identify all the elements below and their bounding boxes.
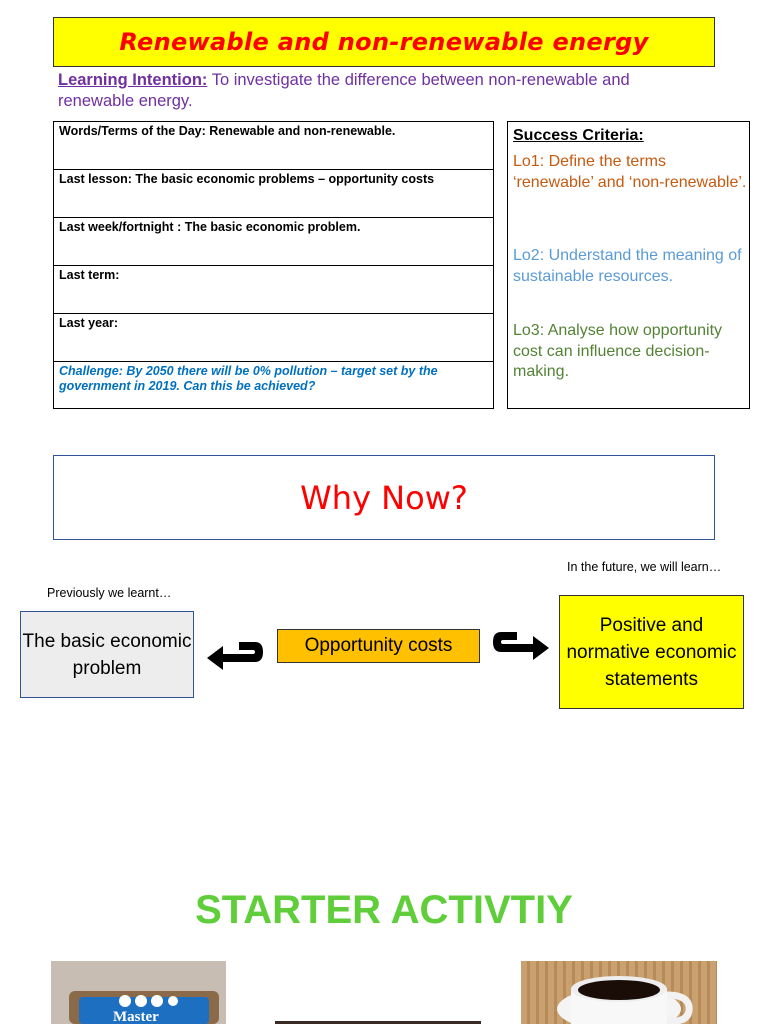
learning-intention-label: Learning Intention: xyxy=(58,71,208,89)
learning-objective-1: Lo1: Define the terms ‘renewable’ and ‘non-renewable’. xyxy=(513,153,747,191)
bread-photo xyxy=(51,961,226,1024)
bread-bag-graphic xyxy=(51,961,226,1024)
success-criteria-heading: Success Criteria: xyxy=(513,127,644,144)
why-now-box xyxy=(53,455,715,540)
starter-heading: STARTER ACTIVTIY xyxy=(195,888,573,932)
previous-topic: The basic economic problem xyxy=(22,630,192,679)
current-topic: Opportunity costs xyxy=(304,635,453,656)
recap-table xyxy=(53,121,494,409)
recap-row-last-term: Last term: xyxy=(54,266,493,314)
why-now-heading: Why Now? xyxy=(300,478,468,517)
recap-row-words: Words/Terms of the Day: Renewable and non-renewable. xyxy=(54,122,493,170)
future-label: In the future, we will learn… xyxy=(567,560,722,574)
previously-label: Previously we learnt… xyxy=(47,586,172,600)
recap-row-last-year: Last year: xyxy=(54,314,493,362)
recap-row-challenge: Challenge: By 2050 there will be 0% pollution – target set by the government in 2019. Can this be achieved? xyxy=(59,364,438,393)
learning-objective-3: Lo3: Analyse how opportunity cost can influence decision-making. xyxy=(513,322,723,380)
previous-topic-box xyxy=(20,611,194,698)
learning-intention xyxy=(58,70,698,112)
coffee-photo xyxy=(521,961,717,1024)
page-title: Renewable and non-renewable energy xyxy=(119,28,649,56)
learning-objective-2: Lo2: Understand the meaning of sustainable resources. xyxy=(513,247,742,285)
recap-row-last-lesson: Last lesson: The basic economic problems – opportunity costs xyxy=(54,170,493,218)
learning-intention-text: To investigate the difference between non-renewable and renewable energy. xyxy=(58,71,630,110)
future-topic: Positive and normative economic statements xyxy=(566,614,737,690)
future-topic-box xyxy=(559,595,744,709)
success-criteria xyxy=(507,121,750,409)
current-topic-box xyxy=(277,629,480,663)
back-arrow-icon xyxy=(203,632,267,676)
forward-arrow-icon xyxy=(489,626,553,670)
coffee-cup-graphic xyxy=(521,961,717,1024)
recap-row-last-week: Last week/fortnight : The basic economic problem. xyxy=(54,218,493,266)
bread-brand: Master xyxy=(113,1009,159,1024)
title-banner xyxy=(53,17,715,67)
